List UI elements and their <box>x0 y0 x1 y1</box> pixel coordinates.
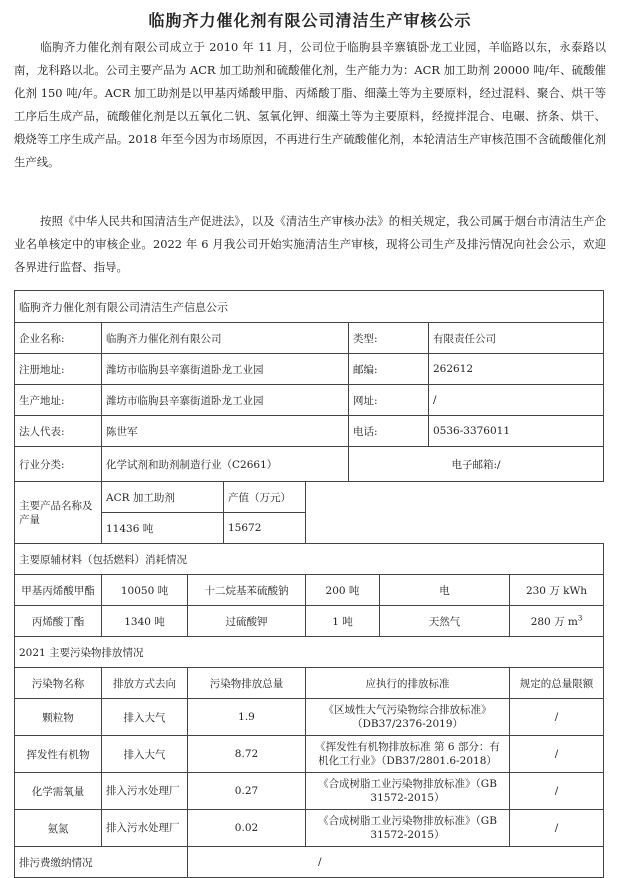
pollutant-standard: 《挥发性有机物排放标准 第 6 部分：有机化工行业》（DB37/2801.6-2018） <box>306 736 510 773</box>
table-row <box>15 847 604 878</box>
table-row <box>15 416 604 447</box>
table-row <box>15 513 604 544</box>
output-value: 15672 <box>224 513 306 544</box>
table-row <box>15 323 604 354</box>
table-row <box>15 575 604 606</box>
column-header: 污染物名称 <box>15 668 102 699</box>
table-row <box>15 606 604 637</box>
product-qty: 11436 吨 <box>102 513 224 544</box>
product-name: ACR 加工助剂 <box>102 482 224 513</box>
pollutant-name: 化学需氧量 <box>15 773 102 810</box>
pollutant-route: 排入大气 <box>102 736 188 773</box>
table-row <box>15 773 604 810</box>
column-header: 规定的总量限额 <box>510 668 604 699</box>
pollutant-limit: / <box>510 736 604 773</box>
material-qty: 280 万 $m^3$ <box>510 606 604 637</box>
pollutant-amount: 0.27 <box>188 773 306 810</box>
pollutant-route: 排入大气 <box>102 699 188 736</box>
table-title: 临朐齐力催化剂有限公司清洁生产信息公示 <box>15 291 604 323</box>
material-name: 过硫酸钾 <box>188 606 306 637</box>
table-header-row <box>15 668 604 699</box>
reg-addr-label: 注册地址: <box>15 354 102 385</box>
material-qty: 200 吨 <box>306 575 380 606</box>
reg-addr-value: 潍坊市临朐县辛寨街道卧龙工业园 <box>102 354 349 385</box>
prod-addr-label: 生产地址: <box>15 385 102 416</box>
pollutant-standard: 《合成树脂工业污染物排放标准》（GB 31572-2015） <box>306 810 510 847</box>
table-row <box>15 447 604 482</box>
pollutant-amount: 8.72 <box>188 736 306 773</box>
pollutant-amount: 0.02 <box>188 810 306 847</box>
pollutant-limit: / <box>510 773 604 810</box>
type-value: 有限责任公司 <box>429 323 604 354</box>
legal-label: 法人代表: <box>15 416 102 447</box>
pollutant-title: 2021 主要污染物排放情况 <box>15 637 604 668</box>
pollutant-name: 挥发性有机物 <box>15 736 102 773</box>
intro-paragraph-1: 临朐齐力催化剂有限公司成立于 2010 年 11 月，公司位于临朐县辛寨镇卧龙工业园，羊临路以东，永泰路以南，龙科路以北。公司主要产品为 ACR 加工助剂和硫酸催化剂，生产能力为：ACR 加工助剂 20000 吨/年、硫酸催化剂 150 吨/年。ACR 加工助剂是以甲基丙烯酸甲脂、丙烯酸丁脂、细藻土等为主要原料，经过混料、聚合、烘干等工序后生成产品，硫酸催化剂是以五氧化二钒、氢氧化钾、细藻土等为主要原料，经搅拌混合、电碾、挤条、烘干、煅烧等工序生成产品。2018 年至今因为市场原因，不再进行生产硫酸催化剂，本轮清洁生产审核范围不含硫酸催化剂生产线。 <box>14 40 606 169</box>
phone-value: 0536-3376011 <box>429 416 604 447</box>
material-qty: 230 万 kWh <box>510 575 604 606</box>
pollutant-route: 排入污水处理厂 <box>102 773 188 810</box>
website-label: 网址: <box>349 385 429 416</box>
pollutant-name: 氨氮 <box>15 810 102 847</box>
info-table <box>14 290 604 878</box>
column-header: 污染物排放总量 <box>188 668 306 699</box>
table-row <box>15 810 604 847</box>
email-label: 电子邮箱:/ <box>349 447 604 482</box>
intro-paragraph-2: 按照《中华人民共和国清洁生产促进法》，以及《清洁生产审核办法》的相关规定，我公司属于烟台市清洁生产企业名单核定中的审核企业。2022 年 6 月我公司开始实施清洁生产审核，现将公司生产及排污情况向社会公示，欢迎各界进行监督、指导。 <box>14 214 606 274</box>
product-label: 主要产品名称及产量 <box>15 482 102 544</box>
table-row <box>15 482 604 513</box>
pollutant-limit: / <box>510 810 604 847</box>
material-qty: 1 吨 <box>306 606 380 637</box>
pollutant-standard: 《合成树脂工业污染物排放标准》（GB 31572-2015） <box>306 773 510 810</box>
material-name: 天然气 <box>380 606 510 637</box>
column-header: 排放方式去向 <box>102 668 188 699</box>
fee-label: 排污费缴纳情况 <box>15 847 188 878</box>
pollutant-route: 排入污水处理厂 <box>102 810 188 847</box>
material-qty: 10050 吨 <box>102 575 188 606</box>
table-row <box>15 699 604 736</box>
industry-label: 行业分类: <box>15 447 102 482</box>
company-value: 临朐齐力催化剂有限公司 <box>102 323 349 354</box>
column-header: 应执行的排放标准 <box>306 668 510 699</box>
table-row <box>15 385 604 416</box>
type-label: 类型: <box>349 323 429 354</box>
industry-value: 化学试剂和助剂制造行业（C2661） <box>102 447 349 482</box>
postcode-value: 262612 <box>429 354 604 385</box>
postcode-label: 邮编: <box>349 354 429 385</box>
materials-title: 主要原辅材料（包括燃料）消耗情况 <box>15 544 604 575</box>
material-name: 甲基丙烯酸甲酯 <box>15 575 102 606</box>
table-row <box>15 354 604 385</box>
material-name: 十二烷基苯硫酸钠 <box>188 575 306 606</box>
material-qty: 1340 吨 <box>102 606 188 637</box>
table-row <box>15 736 604 773</box>
website-value: / <box>429 385 604 416</box>
pollutant-amount: 1.9 <box>188 699 306 736</box>
page-title: 临朐齐力催化剂有限公司清洁生产审核公示 <box>148 11 472 30</box>
prod-addr-value: 潍坊市临朐县辛寨街道卧龙工业园 <box>102 385 349 416</box>
pollutant-name: 颗粒物 <box>15 699 102 736</box>
company-label: 企业名称: <box>15 323 102 354</box>
pollutant-limit: / <box>510 699 604 736</box>
legal-value: 陈世军 <box>102 416 349 447</box>
fee-value: / <box>188 847 604 878</box>
material-name: 丙烯酸丁酯 <box>15 606 102 637</box>
material-name: 电 <box>380 575 510 606</box>
output-label: 产值（万元） <box>224 482 306 513</box>
pollutant-standard: 《区域性大气污染物综合排放标准》（DB37/2376-2019） <box>306 699 510 736</box>
phone-label: 电话: <box>349 416 429 447</box>
